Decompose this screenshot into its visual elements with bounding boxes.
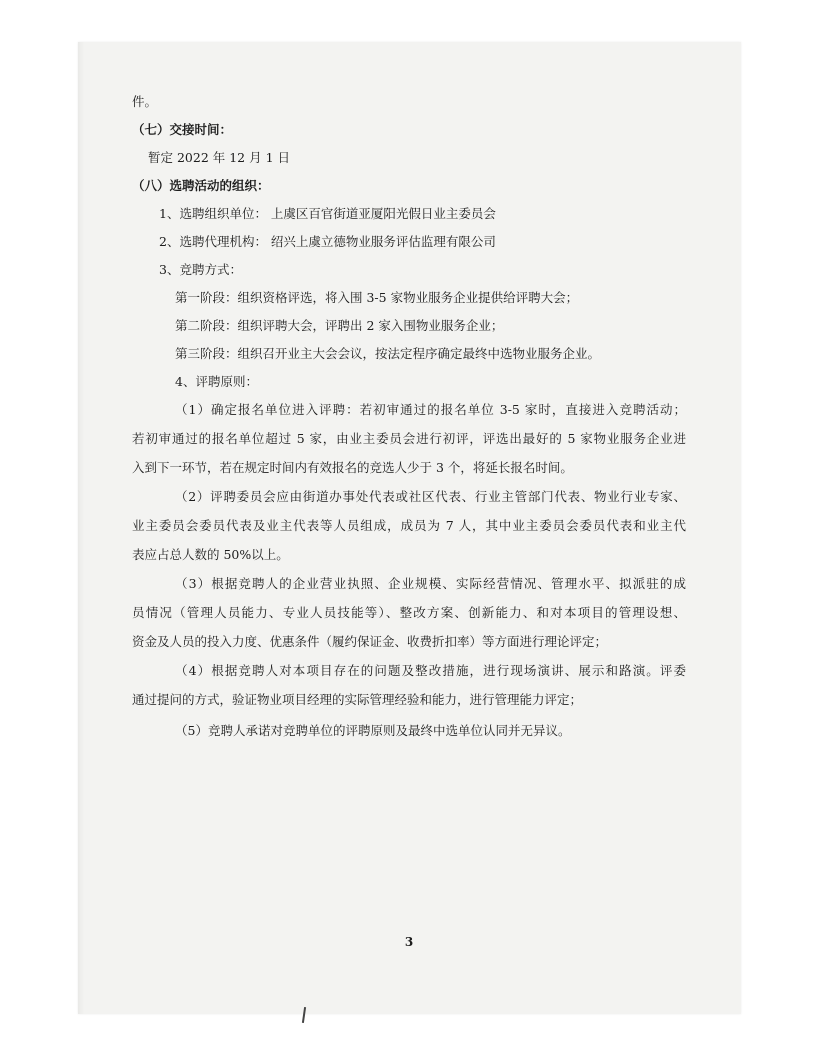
principle-title: 4、评聘原则： bbox=[175, 374, 258, 389]
principle-1-line: 入到下一环节，若在规定时间内有效报名的竞选人少于 3 个，将延长报名时间。 bbox=[132, 460, 573, 475]
principle-4-line: （4）根据竞聘人对本项目存在的问题及整改措施，进行现场演讲、展示和路演。评委 bbox=[175, 663, 686, 678]
stage-1: 第一阶段：组织资格评选，将入围 3-5 家物业服务企业提供给评聘大会； bbox=[175, 290, 579, 305]
org-unit: 1、选聘组织单位： 上虞区百官街道亚厦阳光假日业主委员会 bbox=[159, 206, 496, 221]
document-page bbox=[78, 42, 741, 1014]
method-title: 3、竞聘方式： bbox=[159, 262, 242, 277]
stage-2: 第二阶段：组织评聘大会，评聘出 2 家入围物业服务企业； bbox=[175, 318, 504, 333]
handover-date: 暂定 2022 年 12 月 1 日 bbox=[148, 150, 291, 165]
principle-2-line: 业主委员会委员代表及业主代表等人员组成，成员为 7 人，其中业主委员会委员代表和业主代 bbox=[132, 518, 686, 533]
principle-5-line: （5）竞聘人承诺对竞聘单位的评聘原则及最终中选单位认同并无异议。 bbox=[175, 723, 571, 738]
agency: 2、选聘代理机构： 绍兴上虞立德物业服务评估监理有限公司 bbox=[159, 234, 496, 249]
principle-4-line: 通过提问的方式，验证物业项目经理的实际管理经验和能力，进行管理能力评定； bbox=[132, 692, 583, 707]
line-continuation: 件。 bbox=[132, 94, 158, 109]
principle-3-line: 资金及人员的投入力度、优惠条件（履约保证金、收费折扣率）等方面进行理论评定； bbox=[132, 634, 608, 649]
principle-2-line: （2）评聘委员会应由街道办事处代表或社区代表、行业主管部门代表、物业行业专家、 bbox=[175, 489, 686, 504]
principle-1-line: （1）确定报名单位进入评聘：若初审通过的报名单位 3-5 家时，直接进入竞聘活动； bbox=[175, 402, 686, 417]
page-shadow bbox=[78, 42, 84, 1014]
principle-3-line: 员情况（管理人员能力、专业人员技能等）、整改方案、创新能力、和对本项目的管理设想、 bbox=[132, 605, 686, 620]
heading-8: （八）选聘活动的组织： bbox=[132, 178, 270, 193]
principle-2-line: 表应占总人数的 50%以上。 bbox=[132, 547, 289, 562]
page-number: 3 bbox=[404, 935, 414, 949]
heading-7: （七）交接时间： bbox=[132, 122, 233, 137]
scan-mark bbox=[302, 1007, 306, 1023]
principle-3-line: （3）根据竞聘人的企业营业执照、企业规模、实际经营情况、管理水平、拟派驻的成 bbox=[175, 576, 686, 591]
principle-1-line: 若初审通过的报名单位超过 5 家，由业主委员会进行初评，评选出最好的 5 家物业服务企业进 bbox=[132, 431, 686, 446]
stage-3: 第三阶段：组织召开业主大会会议，按法定程序确定最终中选物业服务企业。 bbox=[175, 346, 601, 361]
